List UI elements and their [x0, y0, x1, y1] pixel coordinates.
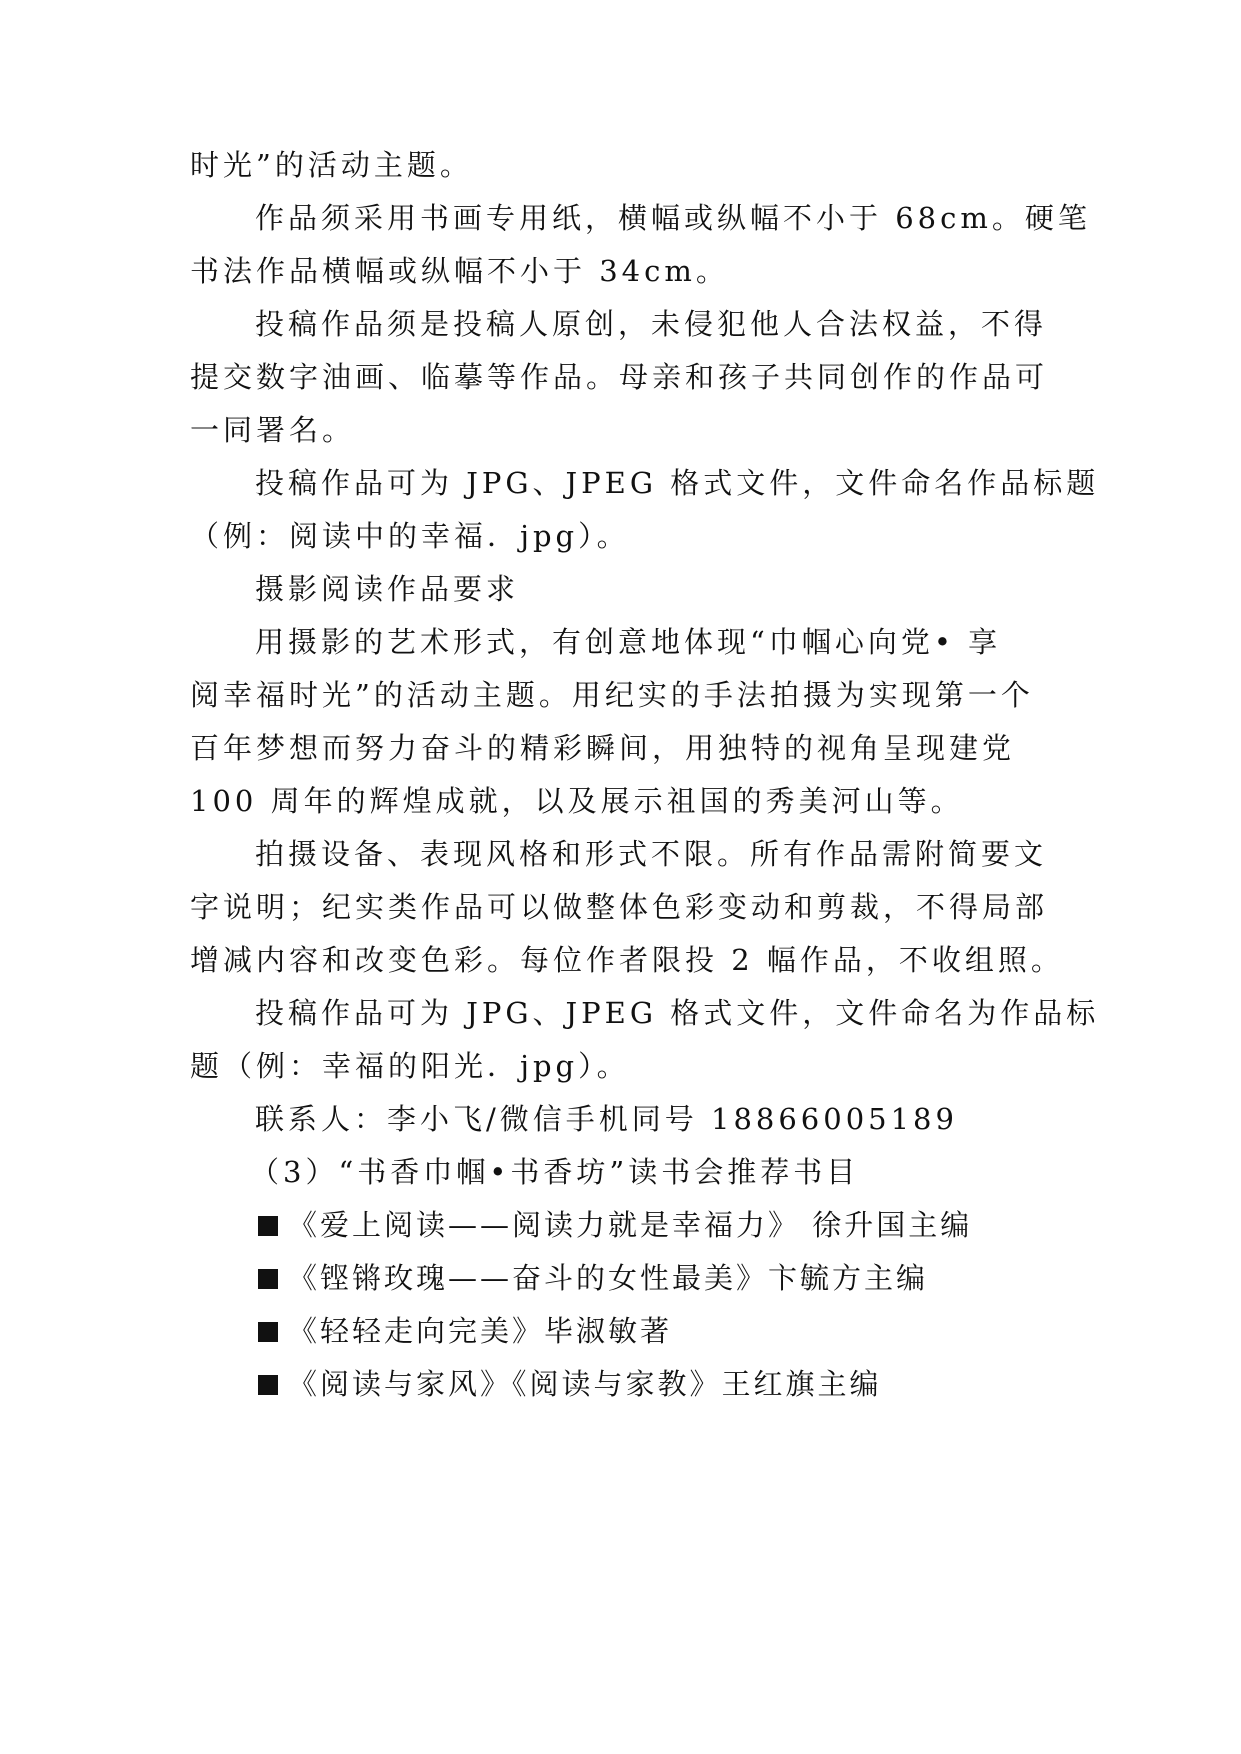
paragraph-line: 时光”的活动主题。	[190, 148, 473, 182]
square-bullet-icon	[258, 1269, 278, 1289]
book-list-item	[258, 1207, 972, 1243]
section-heading: 摄影阅读作品要求	[255, 572, 520, 606]
paragraph-line: 字说明；纪实类作品可以做整体色彩变动和剪裁，不得局部	[190, 890, 1049, 924]
paragraph-line: 一同署名。	[190, 413, 356, 447]
book-list-heading: （3）“书香巾帼•书香坊”读书会推荐书目	[250, 1155, 860, 1189]
paragraph-line: 作品须采用书画专用纸，横幅或纵幅不小于 68cm。硬笔	[255, 201, 1091, 235]
paragraph-line: （例：阅读中的幸福．jpg）。	[190, 519, 630, 553]
square-bullet-icon	[258, 1216, 278, 1236]
paragraph-line: 100 周年的辉煌成就，以及展示祖国的秀美河山等。	[190, 784, 964, 818]
paragraph-line: 投稿作品须是投稿人原创，未侵犯他人合法权益，不得	[255, 307, 1048, 341]
contact-line: 联系人：李小飞/微信手机同号 18866005189	[255, 1102, 958, 1136]
book-list-item	[258, 1260, 928, 1296]
paragraph-line: 阅幸福时光”的活动主题。用纪实的手法拍摄为实现第一个	[190, 678, 1034, 712]
book-list-item	[258, 1313, 672, 1349]
paragraph-line: 书法作品横幅或纵幅不小于 34cm。	[190, 254, 729, 288]
paragraph-line: 投稿作品可为 JPG、JPEG 格式文件，文件命名作品标题	[255, 466, 1100, 500]
paragraph-line: 拍摄设备、表现风格和形式不限。所有作品需附简要文	[255, 837, 1048, 871]
book-title: 《阅读与家风》《阅读与家教》王红旗主编	[288, 1367, 882, 1401]
paragraph-line: 百年梦想而努力奋斗的精彩瞬间，用独特的视角呈现建党	[190, 731, 1016, 765]
paragraph-line: 提交数字油画、临摹等作品。母亲和孩子共同创作的作品可	[190, 360, 1049, 394]
paragraph-line: 投稿作品可为 JPG、JPEG 格式文件，文件命名为作品标	[255, 996, 1100, 1030]
square-bullet-icon	[258, 1322, 278, 1342]
book-title: 《轻轻走向完美》毕淑敏著	[288, 1314, 673, 1348]
book-title: 《爱上阅读——阅读力就是幸福力》 徐升国主编	[288, 1208, 973, 1242]
paragraph-line: 用摄影的艺术形式，有创意地体现“巾帼心向党• 享	[255, 625, 1002, 659]
book-list-item	[258, 1366, 882, 1402]
book-title: 《铿锵玫瑰——奋斗的女性最美》卞毓方主编	[288, 1261, 929, 1295]
paragraph-line: 增减内容和改变色彩。每位作者限投 2 幅作品，不收组照。	[190, 943, 1064, 977]
paragraph-line: 题（例：幸福的阳光．jpg）。	[190, 1049, 630, 1083]
square-bullet-icon	[258, 1375, 278, 1395]
